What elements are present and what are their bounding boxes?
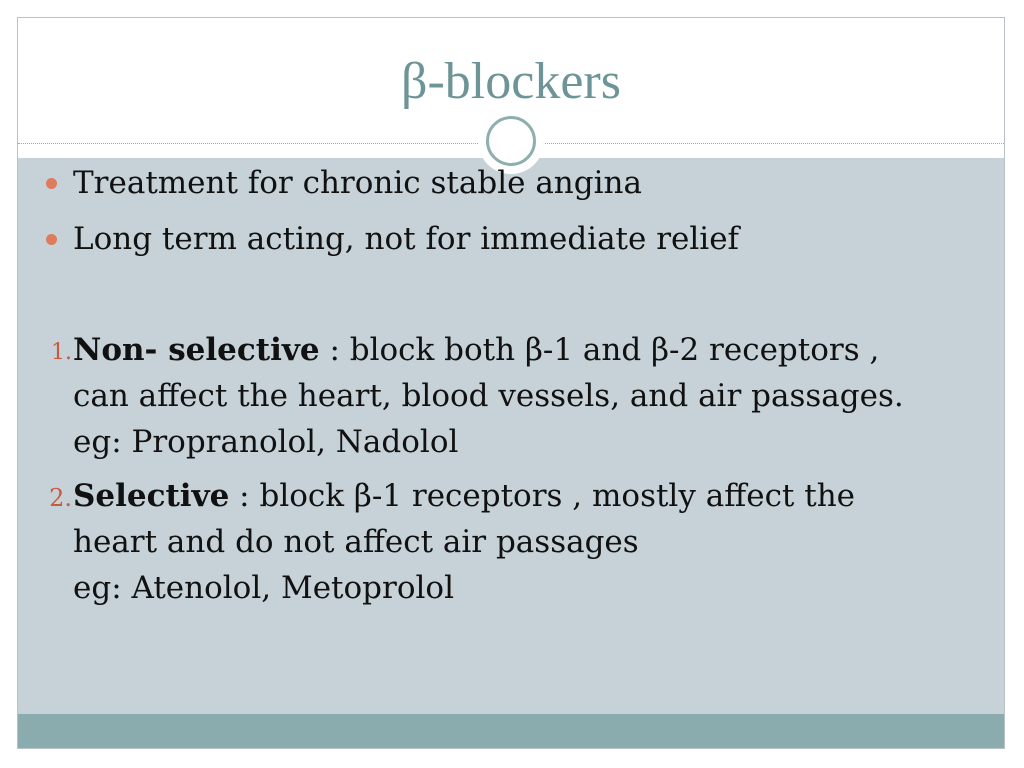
divider-ornament-circle [486,116,536,166]
bullet-text: Treatment for chronic stable angina [73,165,642,201]
bullet-dot-icon [46,234,57,245]
list-number: 1. [51,340,72,365]
bullet-dot-icon [46,178,57,189]
numbered-item [73,473,973,611]
footer-bar [18,714,1004,748]
numbered-item [73,327,973,465]
numbered-line-rest: : block both β-1 and β-2 receptors , [319,332,880,368]
numbered-line: eg: Atenolol, Metoprolol [73,570,454,606]
slide-title: β-blockers [401,53,621,110]
numbered-line-rest: : block β-1 receptors , mostly affect the [229,478,856,514]
numbered-line [73,327,973,373]
numbered-line: heart and do not affect air passages [73,524,639,560]
numbered-term: Non- selective [73,332,320,368]
bullet-item [46,160,642,206]
list-number: 2. [49,484,72,512]
bullet-item [46,216,739,262]
numbered-line [73,473,973,519]
numbered-line: eg: Propranolol, Nadolol [73,424,459,460]
numbered-term: Selective [73,478,230,514]
numbered-line: can affect the heart, blood vessels, and air passages. [73,378,904,414]
bullet-text: Long term acting, not for immediate relief [73,221,740,257]
